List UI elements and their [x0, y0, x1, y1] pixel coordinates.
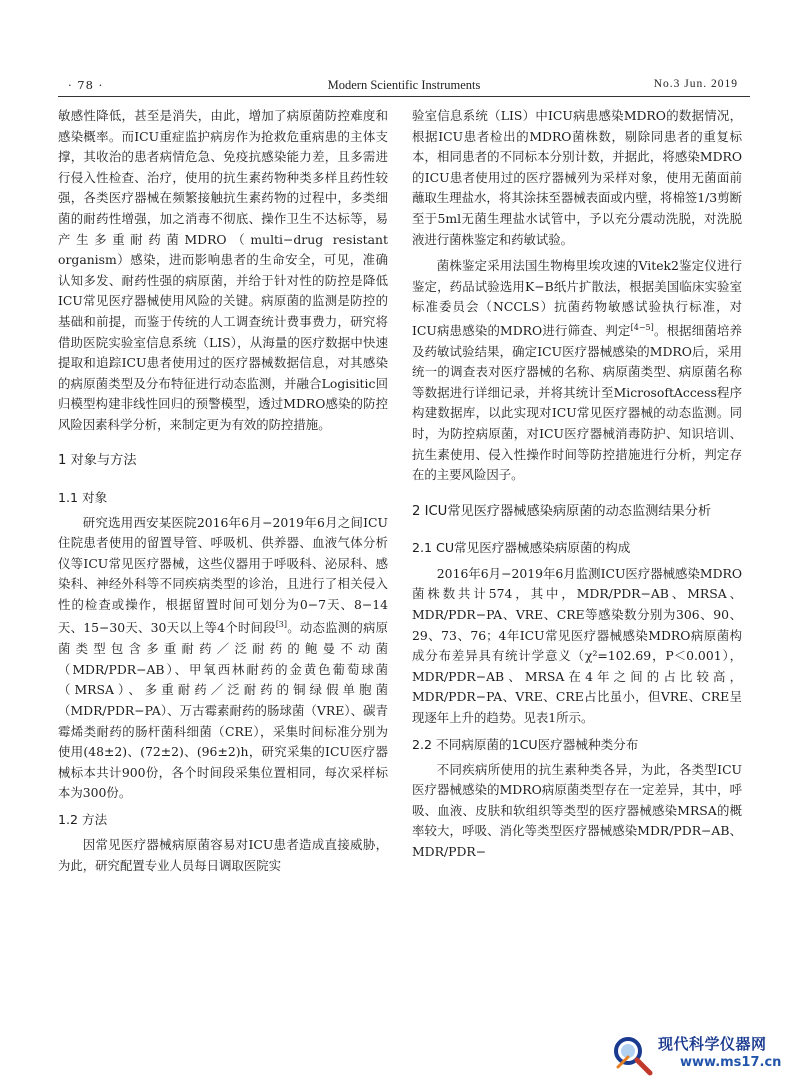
identification-text-b: 。根据细菌培养及药敏试验结果，确定ICU医疗器械感染的MDRO后，采用统一的调查表对医疗器械的名称、病原菌类型、病原菌名称等数据进行详细记录，并将其统计至MicrosoftAccess程序构建数据库，以此实现对ICU常见医疗器械的动态监测。同时，为防控病原菌，对ICU医疗器械消毒防护、知识培训、抗生素使用、侵入性操作时间等防控措施进行分析，判定存在的主要风险因子。	[412, 323, 742, 483]
methods-paragraph-start: 因常见医疗器械病原菌容易对ICU患者造成直接威胁，为此，研究配置专业人员每日调取医院实	[58, 836, 388, 873]
page-number: · 78 ·	[68, 78, 104, 92]
right-column	[412, 106, 742, 863]
composition-paragraph: 2016年6月−2019年6月监测ICU医疗器械感染MDRO菌株数共计574，其中，MDR/PDR−AB、MRSA、MDR/PDR−PA、VRE、CRE等感染数分别为306、90、29、73、76；4年ICU常见医疗器械感染MDRO病原菌构成分布差异具有统计学意义（χ²=102.69，P＜0.001），MDR/PDR−AB、MRSA在4年之间的占比较高，MDR/PDR−PA、VRE、CRE占比虽小，但VRE、CRE呈现逐年上升的趋势。见表1所示。	[412, 565, 742, 725]
intro-paragraph-continued: 敏感性降低，甚至是消失，由此，增加了病原菌防控难度和感染概率。而ICU重症监护病房作为抢救危重病患的主体支撑，其收治的患者病情危急、免疫抗感染能力差，且多需进行侵入性检查、治疗，使用的抗生素药物种类多样且药性较强，各类医疗器械在频繁接触抗生素药物的过程中，多类细菌的耐药性增强，加之消毒不彻底、操作卫生不达标等，易产生多重耐药菌MDRO（multi−drug resistant organism）感染，进而影响患者的生命安全，可见，准确认知多发、耐药性强的病原菌，并给于针对性的防控是降低ICU常见医疗器械使用风险的关键。病原菌的监测是防控的基础和前提，而鉴于传统的人工调查统计费事费力，研究将借助医院实验室信息系统（LIS），从海量的医疗数据中快速提取和追踪ICU患者使用过的医疗器械数据信息，对其感染的病原菌类型及分布特征进行动态监测，并融合Logisitic回归模型构建非线性回归的预警模型，透过MDRO感染的防控风险因素科学分析，来制定更为有效的防控措施。	[58, 108, 388, 432]
citation-4-5: [4−5]	[630, 322, 654, 332]
logo-site-url: www.ms17.cn	[680, 1055, 782, 1070]
objects-paragraph	[58, 513, 388, 804]
running-header	[58, 74, 750, 97]
section-heading-1: 1 对象与方法	[58, 452, 137, 468]
issue-info: No.3 Jun. 2019	[653, 78, 738, 90]
subsection-heading-2-1: 2.1 CU常见医疗器械感染病原菌的构成	[412, 539, 631, 555]
objects-text-a: 研究选用西安某医院2016年6月−2019年6月之间ICU住院患者使用的留置导管、呼吸机、供养器、血液气体分析仪等ICU常见医疗器械，这些仪器用于呼吸科、泌尿科、感染科、神经外科等不同疾病类型的诊治，且进行了相关侵入性的检查或操作，根据留置时间可划分为0−7天、8−14天、15−30天、30天以上等4个时间段	[58, 514, 388, 636]
device-distribution-paragraph: 不同疾病所使用的抗生素种类各异，为此，各类型ICU医疗器械感染的MDRO病原菌类型存在一定差异，其中，呼吸、血液、皮肤和软组织等类型的医疗器械感染MRSA的概率较大，呼吸、消化等类型医疗器械感染MDR/PDR−AB、MDR/PDR−	[412, 761, 742, 859]
logo-site-name: 现代科学仪器网	[658, 1035, 767, 1053]
section-heading-2: 2 ICU常见医疗器械感染病原菌的动态监测结果分析	[412, 503, 712, 519]
objects-text-b: 。动态监测的病原菌类型包含多重耐药／泛耐药的鲍曼不动菌（MDR/PDR−AB）、甲氧西林耐药的金黄色葡萄球菌（MRSA）、多重耐药／泛耐药的铜绿假单胞菌（MDR/PDR−PA）、万古霉素耐药的肠球菌（VRE）、碳青霉烯类耐药的肠杆菌科细菌（CRE），采集时间标准分别为使用(48±2)、(72±2)、(96±2)h，研究采集的ICU医疗器械标本共计900份，各个时间段采集位置相同，每次采样标本为300份。	[58, 620, 388, 801]
subsection-heading-1-2: 1.2 方法	[58, 811, 108, 827]
citation-3: [3]	[275, 620, 288, 630]
strain-identification-paragraph	[412, 256, 742, 486]
methods-paragraph-continued: 验室信息系统（LIS）中ICU病患感染MDRO的数据情况，根据ICU患者检出的MDRO菌株数，剔除同患者的重复标本，相同患者的不同标本分别计数，并据此，将感染MDRO的ICU患者使用过的医疗器械列为采样对象，使用无菌面前蘸取生理盐水，将其涂抹至器械表面或内壁，将棉签1/3剪断至于5ml无菌生理盐水试管中，予以充分震动洗脱，对洗脱液进行菌株鉴定和药敏试验。	[412, 108, 742, 247]
identification-text-a: 菌株鉴定采用法国生物梅里埃攻速的Vitek2鉴定仪进行鉴定，药品试验选用K−B纸片扩散法，根据美国临床实验室标准委员会（NCCLS）抗菌药物敏感试验执行标准，对ICU病患感染的MDRO进行筛查、判定	[412, 258, 742, 339]
subsection-heading-2-2: 2.2 不同病原菌的1CU医疗器械种类分布	[412, 736, 639, 752]
journal-name: Modern Scientific Instruments	[327, 78, 481, 92]
site-watermark-logo	[610, 1031, 790, 1077]
magnifier-icon	[610, 1033, 654, 1077]
subsection-heading-1-1: 1.1 对象	[58, 489, 108, 505]
left-column	[58, 106, 388, 876]
